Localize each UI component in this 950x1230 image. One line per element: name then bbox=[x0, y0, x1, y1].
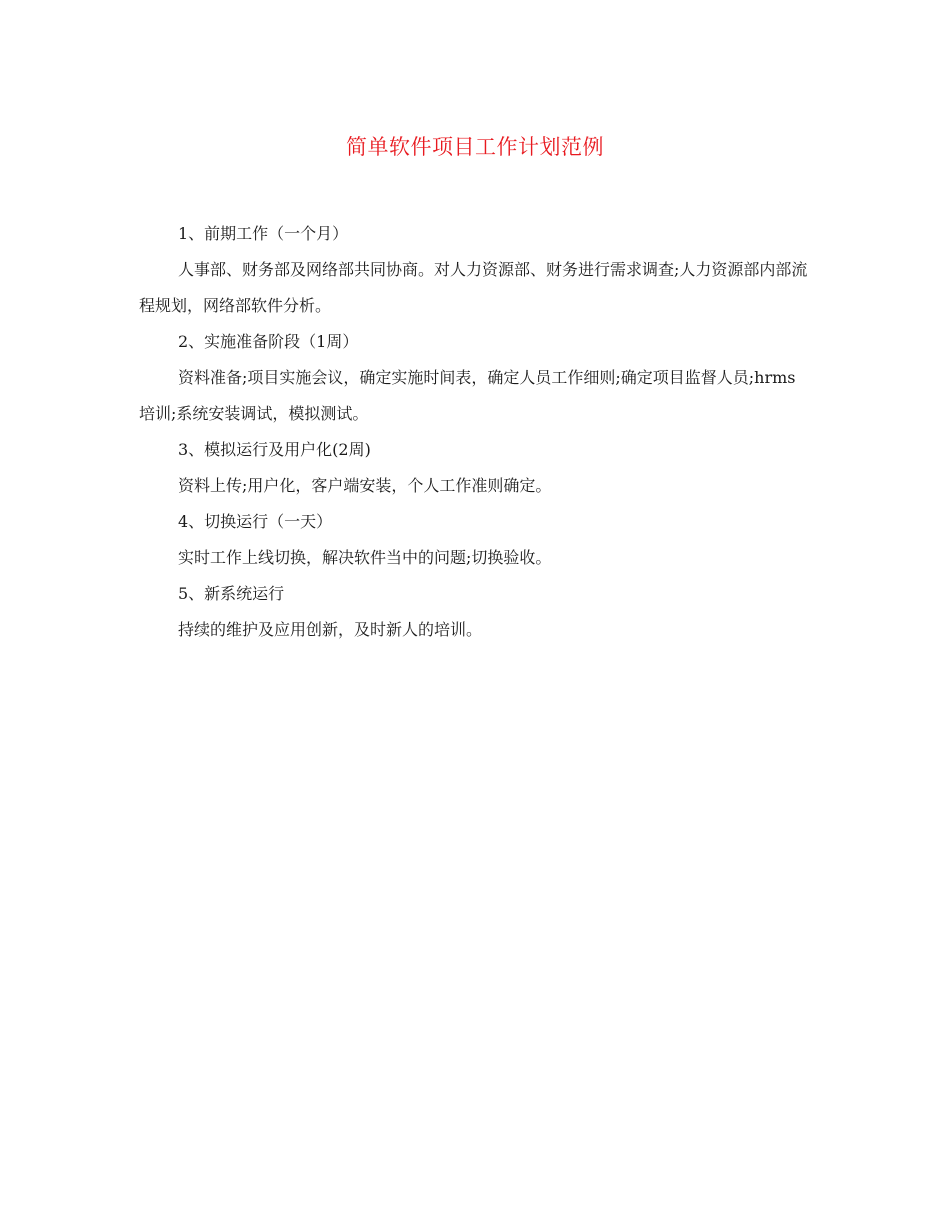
section-heading-1: 1、前期工作（一个月） bbox=[178, 224, 349, 243]
section-heading-2: 2、实施准备阶段（1周） bbox=[178, 332, 359, 351]
section-body-1: 人事部、财务部及网络部共同协商。对人力资源部、财务进行需求调查;人力资源部内部流程规划，网络部软件分析。 bbox=[139, 260, 808, 315]
section-body-3: 资料上传;用户化，客户端安装，个人工作准则确定。 bbox=[178, 476, 552, 495]
document-body bbox=[139, 216, 811, 648]
section-body-5: 持续的维护及应用创新，及时新人的培训。 bbox=[178, 620, 483, 639]
section-body-2: 资料准备;项目实施会议，确定实施时间表，确定人员工作细则;确定项目监督人员;hrms培训;系统安装调试，模拟测试。 bbox=[139, 368, 796, 423]
section-heading-3: 3、模拟运行及用户化(2周) bbox=[178, 440, 371, 459]
section-heading-5: 5、新系统运行 bbox=[178, 584, 285, 603]
section-heading-4: 4、切换运行（一天） bbox=[178, 512, 333, 531]
section-body-4: 实时工作上线切换，解决软件当中的问题;切换验收。 bbox=[178, 548, 552, 567]
document-title: 简单软件项目工作计划范例 bbox=[346, 135, 604, 159]
